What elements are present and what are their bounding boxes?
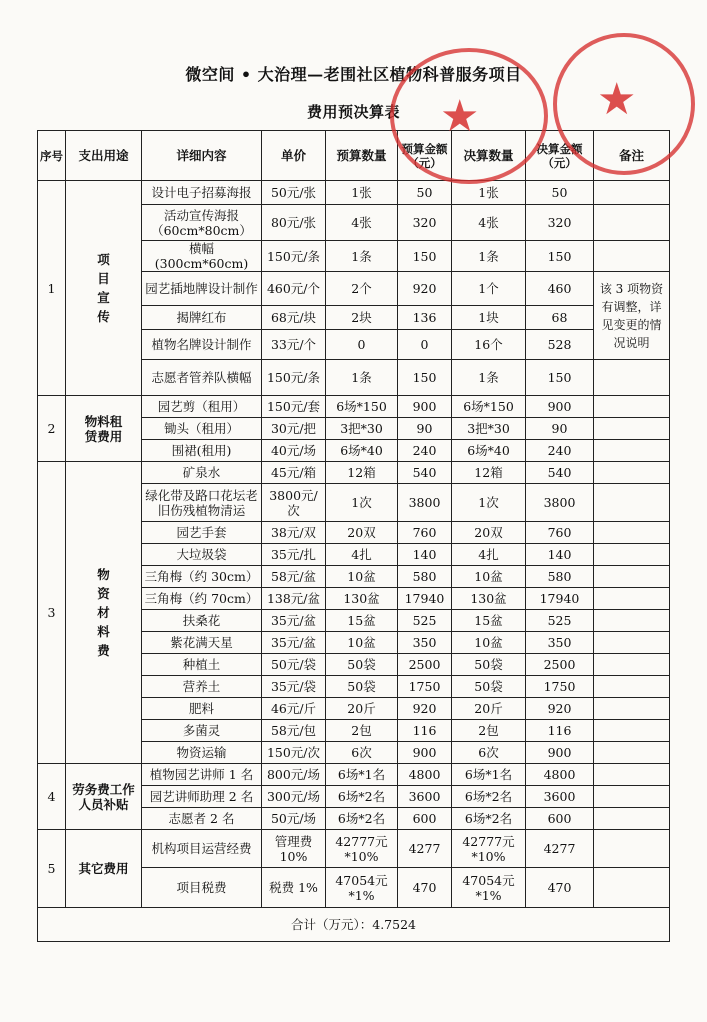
item-detail: 植物园艺讲师 1 名 bbox=[142, 764, 262, 786]
budget-qty: 6次 bbox=[326, 742, 398, 764]
budget-amount: 150 bbox=[398, 360, 452, 396]
budget-amount: 580 bbox=[398, 566, 452, 588]
budget-amount: 136 bbox=[398, 306, 452, 330]
header-cell: 预算数量 bbox=[326, 131, 398, 181]
seal-star-icon: ★ bbox=[597, 74, 637, 125]
budget-qty: 6场*40 bbox=[326, 440, 398, 462]
final-amount: 460 bbox=[526, 272, 594, 306]
budget-qty: 2包 bbox=[326, 720, 398, 742]
budget-qty: 1条 bbox=[326, 241, 398, 272]
budget-amount: 1750 bbox=[398, 676, 452, 698]
budget-qty: 42777元*10% bbox=[326, 830, 398, 868]
final-amount: 4277 bbox=[526, 830, 594, 868]
budget-amount: 150 bbox=[398, 241, 452, 272]
final-qty: 20双 bbox=[452, 522, 526, 544]
final-amount: 528 bbox=[526, 330, 594, 360]
remark-cell-empty bbox=[594, 544, 670, 566]
final-qty: 4张 bbox=[452, 205, 526, 241]
unit-price: 80元/张 bbox=[262, 205, 326, 241]
item-detail: 营养土 bbox=[142, 676, 262, 698]
table-row bbox=[38, 181, 670, 205]
final-amount: 900 bbox=[526, 396, 594, 418]
final-amount: 350 bbox=[526, 632, 594, 654]
budget-amount: 4277 bbox=[398, 830, 452, 868]
unit-price: 150元/条 bbox=[262, 360, 326, 396]
unit-price: 35元/盆 bbox=[262, 610, 326, 632]
budget-qty: 6场*1名 bbox=[326, 764, 398, 786]
total-row bbox=[38, 908, 670, 942]
item-detail: 锄头（租用） bbox=[142, 418, 262, 440]
final-amount: 920 bbox=[526, 698, 594, 720]
final-amount: 240 bbox=[526, 440, 594, 462]
budget-qty: 4张 bbox=[326, 205, 398, 241]
header-cell: 决算金额（元） bbox=[526, 131, 594, 181]
unit-price: 30元/把 bbox=[262, 418, 326, 440]
row-number: 2 bbox=[38, 396, 66, 462]
budget-qty: 15盆 bbox=[326, 610, 398, 632]
expense-category: 项目宣传 bbox=[66, 181, 142, 396]
item-detail: 种植土 bbox=[142, 654, 262, 676]
header-cell: 备注 bbox=[594, 131, 670, 181]
final-qty: 6场*2名 bbox=[452, 808, 526, 830]
final-qty: 1张 bbox=[452, 181, 526, 205]
item-detail: 三角梅（约 30cm） bbox=[142, 566, 262, 588]
expense-category: 物料租赁费用 bbox=[66, 396, 142, 462]
final-amount: 600 bbox=[526, 808, 594, 830]
row-number: 1 bbox=[38, 181, 66, 396]
unit-price: 58元/包 bbox=[262, 720, 326, 742]
final-qty: 10盆 bbox=[452, 566, 526, 588]
remark-note: 该 3 项物资有调整，详见变更的情况说明 bbox=[594, 272, 670, 360]
item-detail: 园艺插地牌设计制作 bbox=[142, 272, 262, 306]
final-qty: 16个 bbox=[452, 330, 526, 360]
budget-amount: 760 bbox=[398, 522, 452, 544]
item-detail: 活动宣传海报（60cm*80cm） bbox=[142, 205, 262, 241]
final-amount: 2500 bbox=[526, 654, 594, 676]
final-qty: 1块 bbox=[452, 306, 526, 330]
final-amount: 1750 bbox=[526, 676, 594, 698]
final-qty: 20斤 bbox=[452, 698, 526, 720]
item-detail: 机构项目运营经费 bbox=[142, 830, 262, 868]
unit-price: 138元/盆 bbox=[262, 588, 326, 610]
unit-price: 150元/套 bbox=[262, 396, 326, 418]
unit-price: 33元/个 bbox=[262, 330, 326, 360]
table-row bbox=[38, 396, 670, 418]
remark-cell-empty bbox=[594, 742, 670, 764]
expense-category: 物资材料费 bbox=[66, 462, 142, 764]
final-qty: 6场*40 bbox=[452, 440, 526, 462]
item-detail: 绿化带及路口花坛老旧伤残植物清运 bbox=[142, 484, 262, 522]
budget-amount: 3800 bbox=[398, 484, 452, 522]
remark-cell-empty bbox=[594, 808, 670, 830]
final-amount: 4800 bbox=[526, 764, 594, 786]
unit-price: 45元/箱 bbox=[262, 462, 326, 484]
item-detail: 多菌灵 bbox=[142, 720, 262, 742]
budget-qty: 3把*30 bbox=[326, 418, 398, 440]
final-qty: 1次 bbox=[452, 484, 526, 522]
final-amount: 3800 bbox=[526, 484, 594, 522]
final-qty: 1条 bbox=[452, 360, 526, 396]
budget-amount: 0 bbox=[398, 330, 452, 360]
final-qty: 4扎 bbox=[452, 544, 526, 566]
seal-star-icon: ★ bbox=[440, 91, 480, 142]
budget-qty: 1条 bbox=[326, 360, 398, 396]
final-qty: 1个 bbox=[452, 272, 526, 306]
budget-qty: 6场*2名 bbox=[326, 808, 398, 830]
total-cell: 合计（万元）：4.7524 bbox=[38, 908, 670, 942]
final-qty: 6场*1名 bbox=[452, 764, 526, 786]
unit-price: 50元/张 bbox=[262, 181, 326, 205]
budget-qty: 6场*150 bbox=[326, 396, 398, 418]
unit-price: 38元/双 bbox=[262, 522, 326, 544]
final-qty: 12箱 bbox=[452, 462, 526, 484]
budget-amount: 2500 bbox=[398, 654, 452, 676]
final-amount: 90 bbox=[526, 418, 594, 440]
final-amount: 3600 bbox=[526, 786, 594, 808]
remark-cell-empty bbox=[594, 588, 670, 610]
remark-cell-empty bbox=[594, 440, 670, 462]
item-detail: 围裙(租用) bbox=[142, 440, 262, 462]
final-amount: 17940 bbox=[526, 588, 594, 610]
budget-amount: 3600 bbox=[398, 786, 452, 808]
unit-price: 150元/次 bbox=[262, 742, 326, 764]
remark-cell-empty bbox=[594, 396, 670, 418]
final-qty: 10盆 bbox=[452, 632, 526, 654]
budget-amount: 320 bbox=[398, 205, 452, 241]
remark-cell-empty bbox=[594, 632, 670, 654]
budget-amount: 920 bbox=[398, 698, 452, 720]
budget-table bbox=[37, 130, 670, 942]
budget-qty: 10盆 bbox=[326, 566, 398, 588]
unit-price: 40元/场 bbox=[262, 440, 326, 462]
unit-price: 50元/袋 bbox=[262, 654, 326, 676]
item-detail: 揭牌红布 bbox=[142, 306, 262, 330]
budget-amount: 240 bbox=[398, 440, 452, 462]
budget-qty: 2块 bbox=[326, 306, 398, 330]
item-detail: 三角梅（约 70cm） bbox=[142, 588, 262, 610]
final-qty: 3把*30 bbox=[452, 418, 526, 440]
item-detail: 矿泉水 bbox=[142, 462, 262, 484]
budget-qty: 12箱 bbox=[326, 462, 398, 484]
budget-amount: 90 bbox=[398, 418, 452, 440]
table-row bbox=[38, 462, 670, 484]
item-detail: 物资运输 bbox=[142, 742, 262, 764]
unit-price: 800元/场 bbox=[262, 764, 326, 786]
budget-qty: 4扎 bbox=[326, 544, 398, 566]
expense-category: 其它费用 bbox=[66, 830, 142, 908]
final-amount: 580 bbox=[526, 566, 594, 588]
header-cell: 支出用途 bbox=[66, 131, 142, 181]
unit-price: 150元/条 bbox=[262, 241, 326, 272]
unit-price: 35元/盆 bbox=[262, 632, 326, 654]
budget-qty: 20双 bbox=[326, 522, 398, 544]
budget-amount: 600 bbox=[398, 808, 452, 830]
final-qty: 50袋 bbox=[452, 654, 526, 676]
remark-cell-empty bbox=[594, 610, 670, 632]
header-cell: 详细内容 bbox=[142, 131, 262, 181]
budget-qty: 130盆 bbox=[326, 588, 398, 610]
item-detail: 园艺手套 bbox=[142, 522, 262, 544]
final-amount: 116 bbox=[526, 720, 594, 742]
unit-price: 35元/扎 bbox=[262, 544, 326, 566]
unit-price: 50元/场 bbox=[262, 808, 326, 830]
final-amount: 320 bbox=[526, 205, 594, 241]
row-number: 5 bbox=[38, 830, 66, 908]
final-qty: 6场*150 bbox=[452, 396, 526, 418]
budget-amount: 350 bbox=[398, 632, 452, 654]
budget-qty: 20斤 bbox=[326, 698, 398, 720]
remark-cell-empty bbox=[594, 676, 670, 698]
final-amount: 50 bbox=[526, 181, 594, 205]
remark-cell-empty bbox=[594, 181, 670, 205]
unit-price: 3800元/次 bbox=[262, 484, 326, 522]
remark-cell-empty bbox=[594, 698, 670, 720]
budget-amount: 470 bbox=[398, 868, 452, 908]
budget-qty: 50袋 bbox=[326, 676, 398, 698]
unit-price: 68元/块 bbox=[262, 306, 326, 330]
final-qty: 6次 bbox=[452, 742, 526, 764]
final-qty: 130盆 bbox=[452, 588, 526, 610]
table-row bbox=[38, 830, 670, 868]
unit-price: 300元/场 bbox=[262, 786, 326, 808]
budget-amount: 50 bbox=[398, 181, 452, 205]
budget-amount: 525 bbox=[398, 610, 452, 632]
item-detail: 园艺剪（租用） bbox=[142, 396, 262, 418]
final-qty: 6场*2名 bbox=[452, 786, 526, 808]
budget-amount: 900 bbox=[398, 396, 452, 418]
final-qty: 47054元*1% bbox=[452, 868, 526, 908]
final-amount: 900 bbox=[526, 742, 594, 764]
final-amount: 540 bbox=[526, 462, 594, 484]
expense-category: 劳务费工作人员补贴 bbox=[66, 764, 142, 830]
budget-amount: 900 bbox=[398, 742, 452, 764]
remark-cell-empty bbox=[594, 241, 670, 272]
final-amount: 525 bbox=[526, 610, 594, 632]
budget-amount: 4800 bbox=[398, 764, 452, 786]
document-title: 微空间 • 大治理—老围社区植物科普服务项目 bbox=[185, 65, 522, 84]
unit-price: 税费 1% bbox=[262, 868, 326, 908]
item-detail: 设计电子招募海报 bbox=[142, 181, 262, 205]
remark-cell-empty bbox=[594, 786, 670, 808]
final-qty: 42777元*10% bbox=[452, 830, 526, 868]
remark-cell-empty bbox=[594, 654, 670, 676]
final-amount: 68 bbox=[526, 306, 594, 330]
budget-qty: 10盆 bbox=[326, 632, 398, 654]
row-number: 4 bbox=[38, 764, 66, 830]
final-qty: 2包 bbox=[452, 720, 526, 742]
budget-qty: 0 bbox=[326, 330, 398, 360]
item-detail: 紫花满天星 bbox=[142, 632, 262, 654]
remark-cell-empty bbox=[594, 360, 670, 396]
remark-cell-empty bbox=[594, 418, 670, 440]
item-detail: 大垃圾袋 bbox=[142, 544, 262, 566]
document-subtitle: 费用预决算表 bbox=[306, 103, 400, 121]
item-detail: 志愿者管养队横幅 bbox=[142, 360, 262, 396]
item-detail: 横幅(300cm*60cm) bbox=[142, 241, 262, 272]
header-cell: 预算金额（元） bbox=[398, 131, 452, 181]
item-detail: 植物名牌设计制作 bbox=[142, 330, 262, 360]
unit-price: 管理费10% bbox=[262, 830, 326, 868]
header-cell: 单价 bbox=[262, 131, 326, 181]
item-detail: 肥料 bbox=[142, 698, 262, 720]
header-cell: 序号 bbox=[38, 131, 66, 181]
remark-cell-empty bbox=[594, 868, 670, 908]
budget-amount: 540 bbox=[398, 462, 452, 484]
final-amount: 470 bbox=[526, 868, 594, 908]
item-detail: 园艺讲师助理 2 名 bbox=[142, 786, 262, 808]
budget-amount: 17940 bbox=[398, 588, 452, 610]
remark-cell-empty bbox=[594, 462, 670, 484]
final-qty: 50袋 bbox=[452, 676, 526, 698]
remark-cell-empty bbox=[594, 720, 670, 742]
remark-cell-empty bbox=[594, 566, 670, 588]
unit-price: 58元/盆 bbox=[262, 566, 326, 588]
remark-cell-empty bbox=[594, 522, 670, 544]
budget-qty: 1张 bbox=[326, 181, 398, 205]
final-amount: 150 bbox=[526, 360, 594, 396]
remark-cell-empty bbox=[594, 764, 670, 786]
remark-cell-empty bbox=[594, 830, 670, 868]
budget-amount: 140 bbox=[398, 544, 452, 566]
remark-cell-empty bbox=[594, 205, 670, 241]
item-detail: 扶桑花 bbox=[142, 610, 262, 632]
table-header-row bbox=[38, 131, 670, 181]
final-qty: 1条 bbox=[452, 241, 526, 272]
header-cell: 决算数量 bbox=[452, 131, 526, 181]
budget-qty: 6场*2名 bbox=[326, 786, 398, 808]
budget-qty: 50袋 bbox=[326, 654, 398, 676]
remark-cell-empty bbox=[594, 484, 670, 522]
budget-qty: 1次 bbox=[326, 484, 398, 522]
final-amount: 760 bbox=[526, 522, 594, 544]
final-amount: 140 bbox=[526, 544, 594, 566]
budget-amount: 116 bbox=[398, 720, 452, 742]
item-detail: 志愿者 2 名 bbox=[142, 808, 262, 830]
budget-qty: 47054元*1% bbox=[326, 868, 398, 908]
final-amount: 150 bbox=[526, 241, 594, 272]
budget-amount: 920 bbox=[398, 272, 452, 306]
table-row bbox=[38, 764, 670, 786]
unit-price: 35元/袋 bbox=[262, 676, 326, 698]
item-detail: 项目税费 bbox=[142, 868, 262, 908]
final-qty: 15盆 bbox=[452, 610, 526, 632]
row-number: 3 bbox=[38, 462, 66, 764]
unit-price: 460元/个 bbox=[262, 272, 326, 306]
unit-price: 46元/斤 bbox=[262, 698, 326, 720]
budget-qty: 2个 bbox=[326, 272, 398, 306]
